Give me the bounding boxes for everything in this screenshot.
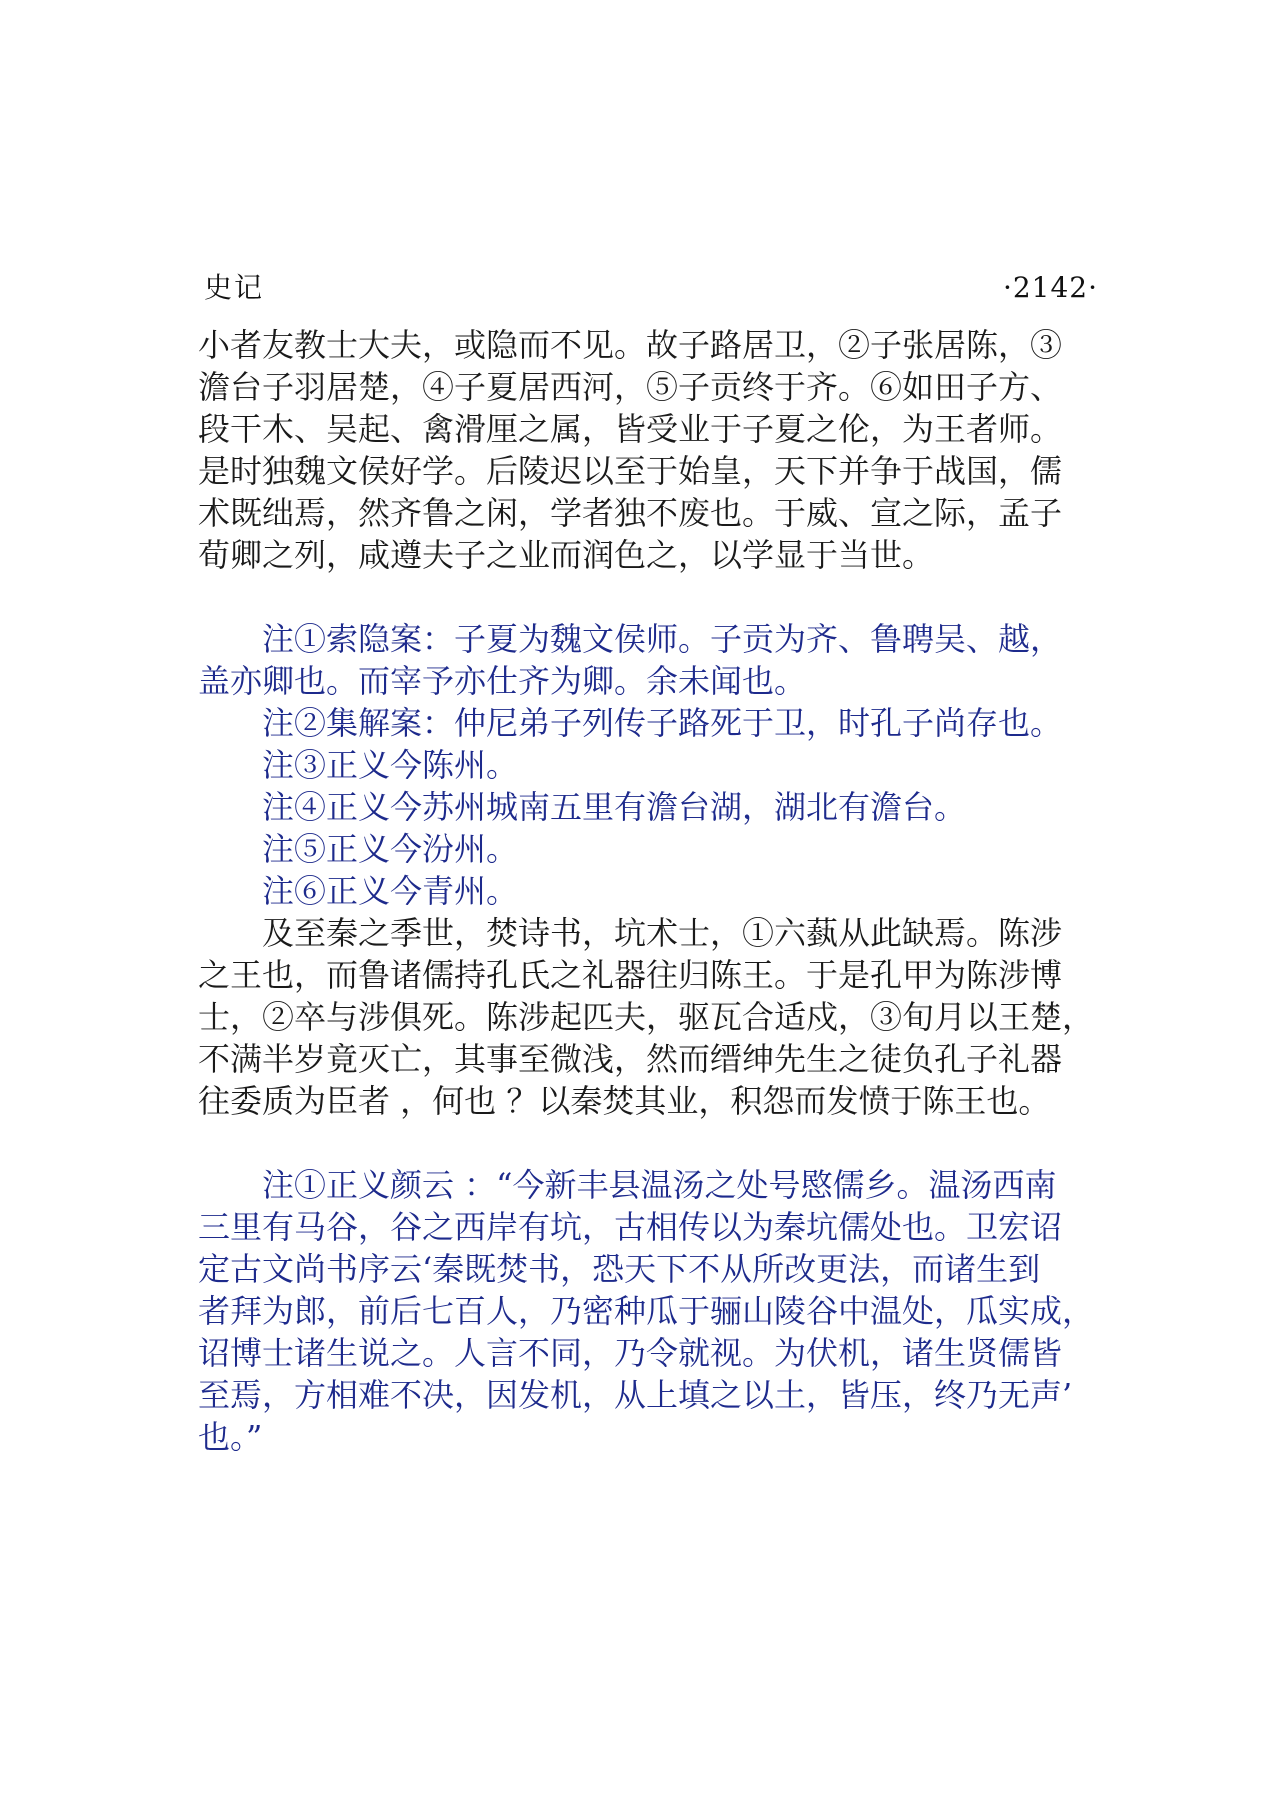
text-line: 荀卿之列，咸遵夫子之业而润色之，以学显于当世。 <box>198 536 935 574</box>
page-header <box>198 262 1098 314</box>
main-text-section-2 <box>198 912 1098 1122</box>
paragraph-gap <box>198 1122 1098 1164</box>
book-title: 史记 <box>204 271 265 304</box>
main-text-section-1 <box>198 324 1098 576</box>
notes-section-1 <box>198 618 1098 912</box>
text-line: 往委质为臣者 ，何也 ？以秦焚其业，积怨而发愤于陈王也。 <box>198 1082 1051 1120</box>
text-line: 不满半岁竟灭亡，其事至微浅，然而缙绅先生之徒负孔子礼器 <box>198 1040 1063 1078</box>
notes-section-2 <box>198 1164 1098 1458</box>
text-line: 是时独魏文侯好学。后陵迟以至于始皇，天下并争于战国，儒 <box>198 452 1063 490</box>
note-line: 注②集解案：仲尼弟子列传子路死于卫，时孔子尚存也。 <box>262 704 1063 742</box>
text-line: 小者友教士大夫，或隐而不见。故子路居卫，②子张居陈，③ <box>198 326 1063 364</box>
note-line: 诏博士诸生说之。人言不同，乃令就视。为伏机，诸生贤儒皆 <box>198 1334 1063 1372</box>
note-line: 注⑤正义今汾州。 <box>262 830 519 868</box>
text-line: 士，②卒与涉俱死。陈涉起匹夫，驱瓦合适戍，③旬月以王楚， <box>198 998 1095 1036</box>
note-line: 注⑥正义今青州。 <box>262 872 519 910</box>
note-line: 注①索隐案：子夏为魏文侯师。子贡为齐、鲁聘吴、越， <box>262 620 1063 658</box>
note-line: 注③正义今陈州。 <box>262 746 519 784</box>
note-line: 注①正义颜云 ：“今新丰县温汤之处号愍儒乡。温汤西南 <box>262 1166 1057 1204</box>
text-line: 及至秦之季世，焚诗书，坑术士，①六蓺从此缺焉。陈涉 <box>262 914 1063 952</box>
paragraph-gap <box>198 576 1098 618</box>
document-page <box>198 262 1098 1458</box>
note-line: 盖亦卿也。而宰予亦仕齐为卿。余未闻也。 <box>198 662 807 700</box>
note-line: 三里有马谷，谷之西岸有坑，古相传以为秦坑儒处也。卫宏诏 <box>198 1208 1063 1246</box>
text-line: 之王也，而鲁诸儒持孔氏之礼器往归陈王。于是孔甲为陈涉博 <box>198 956 1063 994</box>
note-line: 者拜为郎，前后七百人，乃密种瓜于骊山陵谷中温处，瓜实成， <box>198 1292 1095 1330</box>
page-number: ·2142· <box>1002 271 1098 304</box>
note-line: 注④正义今苏州城南五里有澹台湖，湖北有澹台。 <box>262 788 967 826</box>
text-line: 术既绌焉，然齐鲁之闲，学者独不废也。于威、宣之际，孟子 <box>198 494 1063 532</box>
note-line: 至焉，方相难不决，因发机，从上填之以土，皆压，终乃无声’ <box>198 1376 1073 1414</box>
text-line: 段干木、吴起、禽滑厘之属，皆受业于子夏之伦，为王者师。 <box>198 410 1063 448</box>
text-line: 澹台子羽居楚，④子夏居西河，⑤子贡终于齐。⑥如田子方、 <box>198 368 1063 406</box>
note-line: 定古文尚书序云‘秦既焚书，恐天下不从所改更法，而诸生到 <box>198 1250 1041 1288</box>
note-line: 也。” <box>198 1418 263 1456</box>
